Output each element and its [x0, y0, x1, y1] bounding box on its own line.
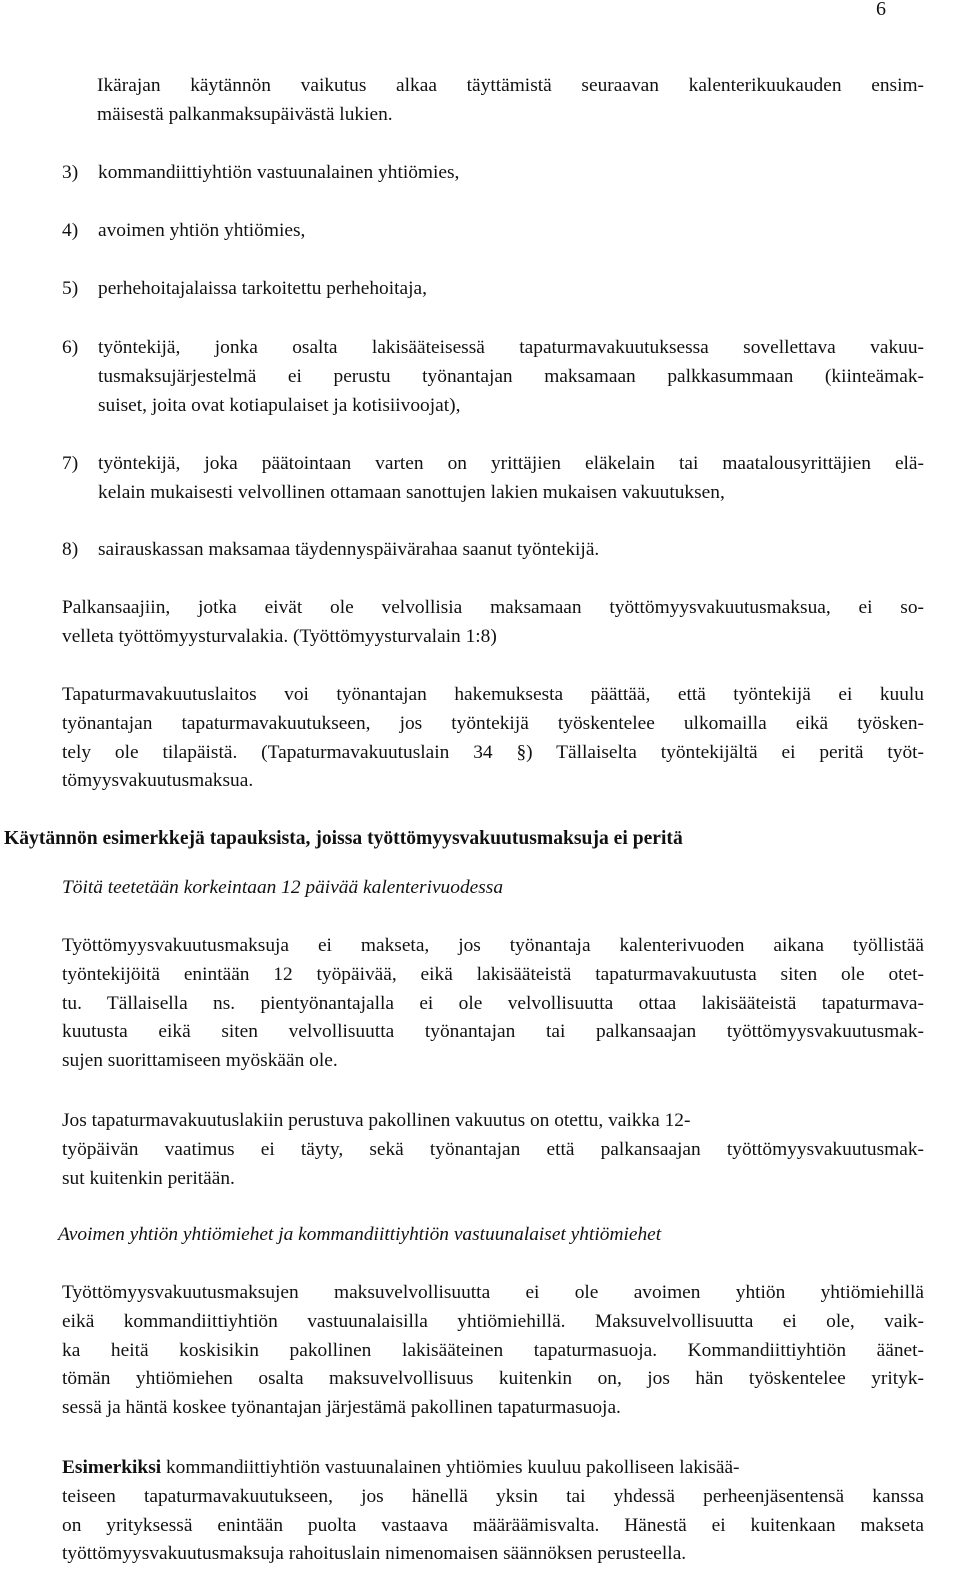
- text-line: eikä kommandiittiyhtiön vastuunalaisilla yhtiömiehillä. Maksuvelvollisuutta ei ole, vaik-: [62, 1310, 924, 1332]
- text-line: Palkansaajiin, jotka eivät ole velvollisia maksamaan työttömyysvakuutusmaksua, ei so-: [62, 597, 924, 618]
- list-number: 3): [62, 162, 79, 183]
- list-item-4: [62, 217, 924, 246]
- text-line: Tapaturmavakuutuslaitos voi työnantajan hakemuksesta päättää, että työntekijä ei kuulu: [62, 684, 924, 705]
- text-line: työntekijä, joka päätointaan varten on yrittäjien eläkelain tai maatalousyrittäjien elä-: [98, 453, 924, 474]
- text-line: työntekijä, jonka osalta lakisääteisessä tapaturmavakuutuksessa sovellettava vakuu-: [98, 337, 924, 358]
- list-number: 8): [62, 539, 79, 560]
- page-number: 6: [876, 0, 886, 20]
- text-line: avoimen yhtiön yhtiömies,: [98, 220, 306, 241]
- text-line: sairauskassan maksamaa täydennyspäivärahaa saanut työntekijä.: [98, 539, 600, 560]
- list-item-6: [62, 334, 924, 420]
- text-line: teiseen tapaturmavakuutukseen, jos hänellä yksin tai yhdessä perheenjäsentensä kanssa: [62, 1485, 924, 1507]
- example-label: Esimerkiksi: [62, 1457, 162, 1478]
- list-number: 4): [62, 220, 79, 241]
- text-line: [62, 1454, 924, 1483]
- intro-paragraph: [97, 72, 924, 130]
- section-heading: Käytännön esimerkkejä tapauksista, joissa työttömyysvakuutusmaksuja ei peritä: [4, 828, 683, 849]
- text-line: suiset, joita ovat kotiapulaiset ja kotisiivoojat),: [98, 394, 461, 416]
- paragraph-yhtiomiehet: [62, 1279, 924, 1423]
- list-number: 7): [62, 453, 79, 474]
- text-line: tömän yhtiömiehen osalta maksuvelvollisuus kuitenkin on, jos hän työskentelee yrityk-: [62, 1368, 924, 1390]
- list-item-8: [62, 536, 924, 565]
- example-text: kommandiittiyhtiön vastuunalainen yhtiömies kuuluu pakolliseen lakisää-: [161, 1457, 740, 1478]
- text-line: työnantajan tapaturmavakuutukseen, jos työntekijä työskentelee ulkomailla eikä työsken-: [62, 712, 924, 734]
- text-line: mäisestä palkanmaksupäivästä lukien.: [97, 103, 393, 125]
- text-line: Työttömyysvakuutusmaksuja ei makseta, jos työnantaja kalenterivuoden aikana työllistää: [62, 935, 924, 956]
- text-line: työpäivän vaatimus ei täyty, sekä työnantajan että palkansaajan työttömyysvakuutusmak-: [62, 1138, 924, 1160]
- text-line: ka heitä koskisikin pakollinen lakisääteinen tapaturmasuoja. Kommandiittiyhtiön äänet-: [62, 1339, 924, 1361]
- text-line: työttömyysvakuutusmaksuja rahoituslain nimenomaisen säännöksen perusteella.: [62, 1543, 687, 1565]
- text-line: kommandiittiyhtiön vastuunalainen yhtiömies,: [98, 162, 460, 183]
- list-number: 6): [62, 337, 79, 358]
- paragraph-tapaturma: [62, 681, 924, 796]
- text-line: Ikärajan käytännön vaikutus alkaa täyttämistä seuraavan kalenterikuukauden ensim-: [97, 75, 924, 96]
- text-line: sut kuitenkin peritään.: [62, 1167, 235, 1189]
- paragraph-palkansaajat: [62, 594, 924, 652]
- subheading-12-paivaa: Töitä teetetään korkeintaan 12 päivää kalenterivuodessa: [62, 877, 504, 898]
- text-line: kuutusta eikä siten velvollisuutta työnantajan tai palkansaajan työttömyysvakuutusmak-: [62, 1021, 924, 1043]
- text-line: tu. Tällaisella ns. pientyönantajalla ei ole velvollisuutta ottaa lakisääteistä tapaturmava-: [62, 992, 924, 1014]
- text-line: Jos tapaturmavakuutuslakiin perustuva pakollinen vakuutus on otettu, vaikka 12-: [62, 1110, 691, 1131]
- text-line: tely ole tilapäistä. (Tapaturmavakuutuslain 34 §) Tällaiselta työntekijältä ei peritä työt-: [62, 741, 924, 763]
- list-item-3: [62, 159, 924, 188]
- list-item-5: [62, 275, 924, 304]
- text-line: Työttömyysvakuutusmaksujen maksuvelvollisuutta ei ole avoimen yhtiön yhtiömiehillä: [62, 1282, 924, 1303]
- text-line: sessä ja häntä koskee työnantajan järjestämä pakollinen tapaturmasuoja.: [62, 1397, 621, 1419]
- text-line: työntekijöitä enintään 12 työpäivää, eikä lakisääteistä tapaturmavakuutusta siten ole otet-: [62, 963, 924, 985]
- text-line: velleta työttömyysturvalakia. (Työttömyysturvalain 1:8): [62, 625, 497, 647]
- text-line: sujen suorittamiseen myöskään ole.: [62, 1050, 338, 1072]
- text-line: perhehoitajalaissa tarkoitettu perhehoitaja,: [98, 278, 427, 299]
- paragraph-jos: [62, 1107, 924, 1193]
- text-line: tusmaksujärjestelmä ei perustu työnantajan maksamaan palkkasummaan (kiinteämak-: [98, 365, 924, 387]
- paragraph-12-paivaa: [62, 932, 924, 1076]
- text-line: kelain mukaisesti velvollinen ottamaan sanottujen lakien mukaisen vakuutuksen,: [98, 481, 725, 503]
- paragraph-esimerkiksi: [62, 1454, 924, 1569]
- text-line: on yrityksessä enintään puolta vastaava määräämisvalta. Hänestä ei kuitenkaan makseta: [62, 1514, 924, 1536]
- list-item-7: [62, 450, 924, 508]
- text-line: tömyysvakuutusmaksua.: [62, 770, 254, 792]
- subheading-yhtiomiehet: Avoimen yhtiön yhtiömiehet ja kommandiittiyhtiön vastuunalaiset yhtiömiehet: [58, 1224, 662, 1245]
- list-number: 5): [62, 278, 79, 299]
